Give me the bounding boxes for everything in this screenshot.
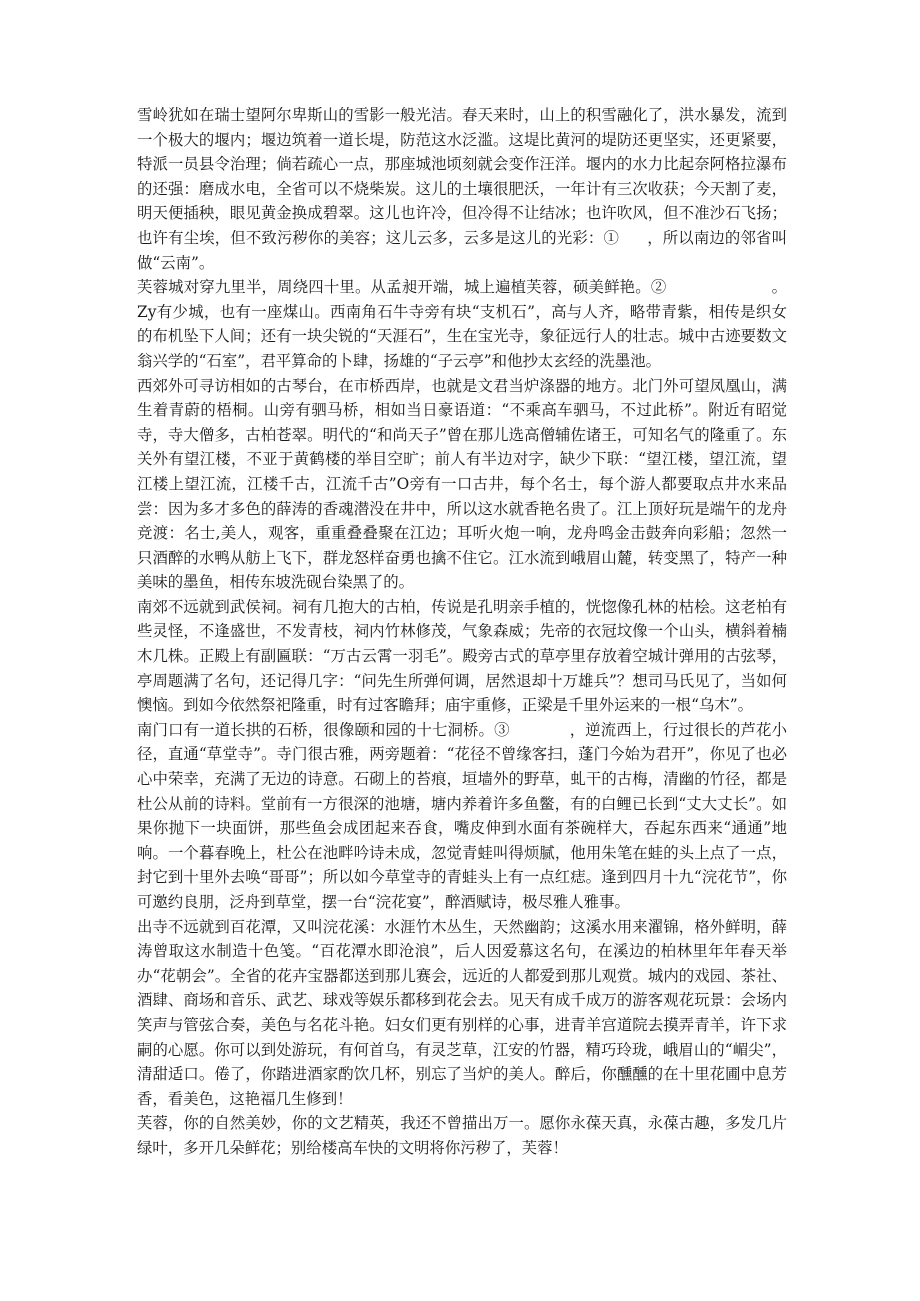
paragraph-west-suburb: 西郊外可寻访相如的古琴台，在市桥西岸，也就是文君当炉涤器的地方。北门外可望凤凰山，满生着青蔚的梧桐。山旁有驷马桥，相如当日豪语道：“不乘高车驷马，不过此桥”。附近有昭觉寺，寺大僧多，古柏苍翠。明代的“和尚天子”曾在那儿选高僧辅佐诸王，可知名气的隆重了。东关外有望江楼，不亚于黄鹤楼的举目空旷；前人有半边对字，缺少下联：“望江楼，望江流，望江楼上望江流，江楼千古，江流千古”O旁有一口古井，每个名士，每个游人都要取点井水来品尝：因为多才多色的薛涛的香魂潜没在井中，所以这水就香艳名贵了。江上顶好玩是端午的龙舟竞渡：名士,美人，观客，重重叠叠聚在江边；耳听火炮一响，龙舟鸣金击鼓奔向彩船；忽然一只酒醉的水鸭从舫上飞下，群龙怒样奋勇也擒不住它。江水流到峨眉山麓，转变黑了，特产一种美味的墨鱼，相传东坡洗砚台染黑了的。 [137,376,787,592]
blank-marker-3: ③ [494,720,510,739]
paragraph-snow-ridge [137,103,787,275]
paragraph-wuhou-shrine: 南郊不远就到武侯祠。祠有几抱大的古柏，传说是孔明亲手植的，恍惚像孔林的枯桧。这老柏有些灵怪，不逢盛世，不发青枝，祠内竹林修茂，气象森威；先帝的衣冠坟像一个山头，横斜着楠木几株。正殿上有副匾联：“万古云霄一羽毛”。殿旁古式的草亭里存放着空城计弹用的古弦琴，亭周题满了名句，还记得几字：“问先生所弹何调，居然退却十万雄兵”？想司马氏见了，当如何懊恼。到如今依然祭祀隆重，时有过客瞻拜；庙宇重修，正梁是千里外运来的一根“乌木”。 [137,597,787,715]
paragraph-closing: 芙蓉，你的自然美妙，你的文艺精英，我还不曾描出万一。愿你永葆天真，永葆古趣，多发几片绿叶，多开几朵鲜花；别给楼高车快的文明将你污秽了，芙蓉！ [137,1114,787,1157]
paragraph-hibiscus-city [137,275,787,373]
paragraph-text: 南门口有一道长拱的石桥，很像颐和园的十七洞桥。 [137,720,495,739]
paragraph-text: ，逆流西上，行过很长的芦花小径，直通“草堂寺”。寺门很古雅，两旁题着：“花径不曾缘客扫，蓬门今始为君开”，你见了也必心中荣幸，充满了无边的诗意。石砌上的苔痕，垣墙外的野草，虬干的古梅，清幽的竹径，都是杜公从前的诗料。堂前有一方很深的池塘，塘内养着许多鱼鳖，有的白鲤已长到“丈大丈长”。如果你抛下一块面饼，那些鱼会成团起来吞食，嘴皮伸到水面有茶碗样大，吞起东西来“通通”地响。一个暮春晚上，杜公在池畔吟诗未成，忽觉青蛙叫得烦腻，他用朱笔在蛙的头上点了一点，封它到十里外去唤“哥哥”；所以如今草堂寺的青蛙头上有一点红痣。逢到四月十九“浣花节”，你可邀约良朋，泛舟到草堂，摆一台“浣花宴”，醉酒赋诗，极尽雅人雅事。 [137,720,787,911]
document-body [137,103,787,1161]
blank-marker-1: ① [603,228,620,247]
paragraph-baihua-pool: 出寺不远就到百花潭，又叫浣花溪：水涯竹木丛生，天然幽韵；这溪水用来濯锦，格外鲜明，薛涛曾取这水制造十色笺。“百花潭水即沧浪”，后人因爱慕这名句，在溪边的柏林里年年春天举办“花朝会”。全省的花卉宝器都送到那儿赛会，远近的人都爱到那儿观赏。城内的戏园、茶社、酒肆、商场和音乐、武艺、球戏等娱乐都移到花会去。见天有成千成万的游客观花玩景：会场内笑声与管弦合奏，美色与名花斗艳。妇女们更有别样的心事，进青羊宫道院去摸弄青羊，许下求嗣的心愿。你可以到处游玩，有何首乌，有灵芝草，江安的竹器，精巧玲珑，峨眉山的“嵋尖”，清甜适口。倦了，你踏进酒家酌饮几杯，别忘了当炉的美人。醉后，你醺醺的在十里花圃中息芳香，看美色，这艳福几生修到！ [137,917,787,1108]
paragraph-text: ，所以南边的邻省叫做“云南”。 [137,228,787,272]
paragraph-text: 。Zy有少城，也有一座煤山。西南角石牛寺旁有块“支机石”，高与人齐，略带青紫，相传是织女的布机坠下人间；还有一块尖锐的“天涯石”，生在宝光寺，象征远行人的壮志。城中古迹要数文翁兴学的“石室”，君平算命的卜肆，扬雄的“子云亭”和他抄太玄经的洗墨池。 [137,278,787,370]
paragraph-south-gate [137,718,787,915]
paragraph-text: 芙蓉城对穿九里半，周绕四十里。从孟昶开端，城上遍植芙蓉，硕美鲜艳。 [137,278,651,297]
paragraph-text: 雪岭犹如在瑞士望阿尔卑斯山的雪影一般光洁。春天来时，山上的积雪融化了，洪水暴发，流到一个极大的堰内；堰边筑着一道长堤，防范这水泛滥。这堤比黄河的堤防还更坚实，还更紧要，特派一员县令治理；倘若疏心一点，那座城池顷刻就会变作汪洋。堰内的水力比起奈阿格拉瀑布的还强：磨成水电，全省可以不烧柴炭。这儿的土壤很肥沃，一年计有三次收获；今天割了麦，明天便插秧，眼见黄金换成碧翠。这儿也许冷，但冷得不让结冰；也许吹风，但不准沙石飞扬；也许有尘埃，但不致污秽你的美容；这儿云多，云多是这儿的光彩： [137,106,787,247]
blank-marker-2: ② [650,278,667,297]
